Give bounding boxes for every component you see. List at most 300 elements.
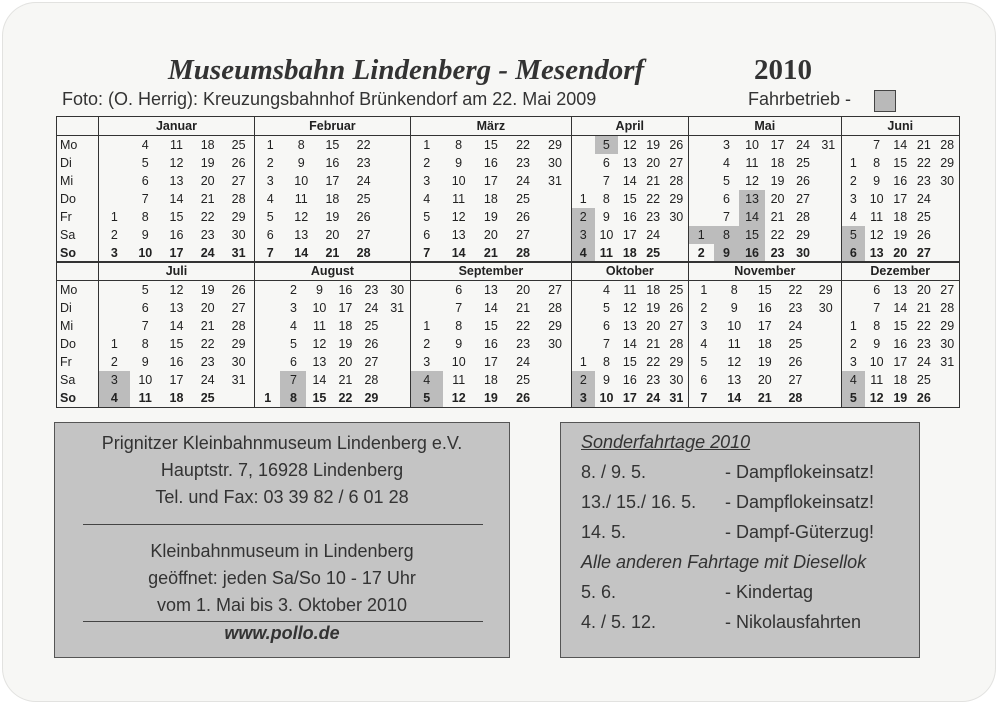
day-cell: 21 bbox=[646, 174, 661, 188]
special-date: 4. / 5. 12. bbox=[581, 612, 657, 632]
day-cell bbox=[99, 317, 130, 335]
day-cell: 8 bbox=[455, 319, 463, 333]
day-cell bbox=[571, 335, 594, 353]
day-cell: 10 bbox=[312, 301, 327, 315]
day-cell: 17 bbox=[893, 192, 908, 206]
day-cell: 21 bbox=[475, 244, 507, 263]
day-cell: 17 bbox=[893, 355, 908, 369]
day-cell: 10 bbox=[869, 355, 884, 369]
day-cell: 6 bbox=[410, 226, 442, 244]
day-cell: 20 bbox=[646, 319, 661, 333]
day-cell: 16 bbox=[483, 156, 498, 170]
day-cell: 19 bbox=[325, 210, 340, 224]
day-cell: 24 bbox=[796, 138, 810, 152]
day-cell: 28 bbox=[231, 192, 246, 206]
day-cell: 20 bbox=[516, 283, 531, 297]
day-cell: 11 bbox=[727, 337, 741, 351]
day-cell: 29 bbox=[548, 319, 562, 333]
day-cell: 31 bbox=[936, 353, 960, 371]
day-cell: 26 bbox=[231, 156, 246, 170]
day-cell: 19 bbox=[646, 138, 661, 152]
day-cell: 1 bbox=[254, 389, 280, 408]
special-desc: - Dampf-Güterzug! bbox=[725, 522, 875, 542]
day-cell bbox=[384, 389, 410, 408]
day-cell: 14 bbox=[169, 319, 184, 333]
day-cell: 5 bbox=[688, 353, 719, 371]
day-cell: 12 bbox=[865, 389, 889, 408]
day-cell: 18 bbox=[200, 138, 215, 152]
day-cell bbox=[688, 172, 714, 190]
day-cell bbox=[936, 190, 960, 208]
day-cell: 3 bbox=[410, 353, 442, 371]
weekday-label: So bbox=[57, 389, 99, 408]
day-cell: 3 bbox=[410, 172, 442, 190]
day-cell bbox=[571, 154, 594, 172]
museum-phone: Tel. und Fax: 03 39 82 / 6 01 28 bbox=[155, 487, 409, 507]
month-header: November bbox=[688, 262, 841, 281]
day-cell bbox=[811, 335, 842, 353]
day-cell: 24 bbox=[516, 174, 530, 188]
day-cell: 28 bbox=[231, 319, 246, 333]
day-cell bbox=[379, 190, 410, 208]
month-header: April bbox=[571, 117, 688, 136]
corner-cell bbox=[57, 117, 99, 136]
special-trips-box bbox=[560, 422, 920, 658]
day-cell: 17 bbox=[483, 355, 498, 369]
day-cell: 29 bbox=[358, 389, 384, 408]
museum-name: Prignitzer Kleinbahnmuseum Lindenberg e.V. bbox=[101, 433, 463, 453]
day-cell: 3 bbox=[289, 301, 297, 315]
day-cell: 28 bbox=[936, 136, 960, 155]
day-cell: 29 bbox=[818, 283, 833, 297]
day-cell bbox=[665, 244, 688, 263]
day-cell: 11 bbox=[312, 319, 326, 333]
day-cell: 25 bbox=[916, 210, 931, 224]
weekday-label: Fr bbox=[57, 208, 99, 226]
day-cell: 13 bbox=[169, 174, 184, 188]
day-cell: 10 bbox=[294, 174, 309, 188]
day-cell bbox=[841, 281, 865, 300]
day-cell: 21 bbox=[200, 319, 215, 333]
day-cell: 31 bbox=[548, 174, 562, 188]
special-desc: - Dampflokeinsatz! bbox=[725, 492, 875, 512]
day-cell: 22 bbox=[332, 389, 358, 408]
day-cell: 5 bbox=[841, 226, 865, 244]
day-cell: 19 bbox=[483, 210, 498, 224]
day-cell: 2 bbox=[289, 283, 297, 297]
day-cell: 16 bbox=[622, 373, 637, 387]
day-cell: 28 bbox=[669, 337, 684, 351]
day-cell: 5 bbox=[289, 337, 297, 351]
day-cell: 22 bbox=[200, 210, 215, 224]
day-cell bbox=[571, 299, 594, 317]
day-cell: 22 bbox=[788, 283, 803, 297]
day-cell: 22 bbox=[916, 156, 931, 170]
day-cell: 14 bbox=[169, 192, 184, 206]
day-cell: 13 bbox=[727, 373, 742, 387]
day-cell: 15 bbox=[893, 319, 908, 333]
day-cell bbox=[688, 154, 714, 172]
day-cell: 23 bbox=[646, 210, 661, 224]
day-cell: 11 bbox=[870, 210, 884, 224]
day-cell: 15 bbox=[893, 156, 908, 170]
day-cell: 17 bbox=[622, 228, 637, 242]
weekday-label: Mo bbox=[57, 136, 99, 155]
day-cell: 4 bbox=[841, 208, 865, 226]
day-cell: 19 bbox=[475, 389, 507, 408]
day-cell: 16 bbox=[169, 355, 184, 369]
day-cell: 19 bbox=[200, 283, 215, 297]
calendar-second-half bbox=[56, 261, 960, 408]
day-cell bbox=[384, 353, 410, 371]
day-cell: 13 bbox=[294, 228, 309, 242]
day-cell: 18 bbox=[646, 283, 661, 297]
day-cell: 1 bbox=[99, 208, 130, 226]
day-cell: 12 bbox=[169, 156, 184, 170]
day-cell: 16 bbox=[893, 174, 908, 188]
day-cell: 8 bbox=[297, 138, 305, 152]
day-cell: 27 bbox=[796, 192, 810, 206]
day-cell: 10 bbox=[130, 244, 161, 263]
day-cell: 18 bbox=[618, 244, 641, 263]
day-cell: 13 bbox=[865, 244, 889, 263]
day-cell bbox=[254, 335, 280, 353]
day-cell: 11 bbox=[130, 389, 161, 408]
day-cell: 18 bbox=[757, 337, 772, 351]
day-cell bbox=[254, 281, 280, 300]
day-cell: 9 bbox=[873, 174, 881, 188]
day-cell: 15 bbox=[306, 389, 332, 408]
day-cell: 10 bbox=[138, 373, 153, 387]
day-cell: 4 bbox=[410, 190, 442, 208]
day-cell: 7 bbox=[280, 371, 306, 389]
day-cell: 7 bbox=[141, 319, 149, 333]
day-cell: 25 bbox=[192, 389, 223, 408]
day-cell: 2 bbox=[99, 353, 130, 371]
day-cell: 11 bbox=[452, 192, 466, 206]
month-header: Juli bbox=[99, 262, 255, 281]
day-cell: 4 bbox=[723, 156, 730, 170]
day-cell: 15 bbox=[622, 192, 637, 206]
special-date: 5. 6. bbox=[581, 582, 617, 602]
day-cell: 20 bbox=[483, 228, 498, 242]
day-cell: 2 bbox=[571, 371, 594, 389]
day-cell: 19 bbox=[770, 174, 785, 188]
day-cell bbox=[816, 208, 842, 226]
day-cell: 10 bbox=[745, 138, 759, 152]
day-cell: 1 bbox=[410, 136, 442, 155]
day-cell bbox=[223, 389, 254, 408]
day-cell: 11 bbox=[623, 283, 637, 297]
day-cell bbox=[384, 317, 410, 335]
day-cell: 11 bbox=[452, 373, 466, 387]
day-cell: 4 bbox=[571, 244, 594, 263]
day-cell: 12 bbox=[745, 174, 759, 188]
day-cell: 23 bbox=[788, 301, 803, 315]
day-cell bbox=[379, 244, 410, 263]
month-header: Oktober bbox=[571, 262, 688, 281]
day-cell: 3 bbox=[571, 389, 594, 408]
day-cell: 11 bbox=[595, 244, 618, 263]
day-cell bbox=[936, 389, 960, 408]
day-cell: 24 bbox=[646, 228, 661, 242]
day-cell: 26 bbox=[788, 355, 803, 369]
weekday-label: Mi bbox=[57, 172, 99, 190]
day-cell: 22 bbox=[916, 319, 931, 333]
day-cell: 25 bbox=[356, 192, 371, 206]
day-cell bbox=[99, 299, 130, 317]
day-cell: 25 bbox=[669, 283, 684, 297]
day-cell bbox=[254, 317, 280, 335]
day-cell: 9 bbox=[455, 337, 463, 351]
day-cell bbox=[539, 371, 571, 389]
day-cell: 27 bbox=[669, 156, 684, 170]
day-cell: 25 bbox=[231, 138, 246, 152]
weekday-label: Di bbox=[57, 299, 99, 317]
day-cell: 9 bbox=[455, 156, 463, 170]
day-cell: 12 bbox=[312, 337, 327, 351]
day-cell: 3 bbox=[723, 138, 730, 152]
day-cell: 5 bbox=[723, 174, 730, 188]
day-cell: 25 bbox=[364, 319, 379, 333]
day-cell: 13 bbox=[312, 355, 327, 369]
day-cell: 26 bbox=[796, 174, 810, 188]
day-cell: 12 bbox=[294, 210, 309, 224]
day-cell: 28 bbox=[669, 174, 684, 188]
special-desc: - Dampflokeinsatz! bbox=[725, 462, 875, 482]
day-cell: 25 bbox=[641, 244, 664, 263]
day-cell: 26 bbox=[916, 228, 931, 242]
day-cell: 21 bbox=[916, 301, 931, 315]
day-cell: 25 bbox=[516, 192, 530, 206]
day-cell: 27 bbox=[912, 244, 936, 263]
photo-caption: Foto: (O. Herrig): Kreuzungsbahnhof Brünkendorf am 22. Mai 2009 bbox=[62, 89, 597, 109]
day-cell: 21 bbox=[916, 138, 931, 152]
day-cell: 20 bbox=[916, 283, 931, 297]
day-cell: 12 bbox=[622, 138, 637, 152]
day-cell: 2 bbox=[254, 154, 285, 172]
day-cell bbox=[539, 389, 571, 408]
day-cell bbox=[379, 226, 410, 244]
divider bbox=[83, 524, 483, 525]
special-trips-title: Sonderfahrtage 2010 bbox=[581, 432, 751, 452]
day-cell: 27 bbox=[788, 373, 803, 387]
day-cell: 6 bbox=[602, 156, 610, 170]
day-cell bbox=[571, 281, 594, 300]
website-link[interactable]: www.pollo.de bbox=[224, 623, 340, 643]
day-cell: 6 bbox=[141, 174, 149, 188]
day-cell: 7 bbox=[602, 174, 610, 188]
day-cell: 13 bbox=[739, 190, 765, 208]
day-cell: 4 bbox=[141, 138, 149, 152]
month-header: Juni bbox=[841, 117, 959, 136]
day-cell bbox=[254, 353, 280, 371]
special-desc: - Nikolausfahrten bbox=[725, 612, 862, 632]
day-cell: 30 bbox=[790, 244, 816, 263]
day-cell: 14 bbox=[719, 389, 750, 408]
day-cell: 3 bbox=[841, 190, 865, 208]
day-cell: 12 bbox=[622, 301, 637, 315]
month-header: September bbox=[410, 262, 571, 281]
day-cell: 20 bbox=[757, 373, 772, 387]
day-cell: 22 bbox=[646, 355, 661, 369]
day-cell bbox=[816, 244, 842, 263]
day-cell: 27 bbox=[356, 228, 371, 242]
day-cell: 12 bbox=[869, 228, 884, 242]
day-cell: 14 bbox=[893, 138, 908, 152]
day-cell: 3 bbox=[841, 353, 865, 371]
day-cell: 18 bbox=[893, 210, 908, 224]
month-header: Januar bbox=[99, 117, 255, 136]
day-cell: 15 bbox=[169, 210, 184, 224]
day-cell: 24 bbox=[916, 355, 931, 369]
day-cell: 5 bbox=[141, 283, 149, 297]
day-cell bbox=[816, 154, 842, 172]
day-cell: 7 bbox=[873, 301, 881, 315]
day-cell: 27 bbox=[231, 301, 246, 315]
day-cell: 9 bbox=[602, 210, 610, 224]
day-cell: 31 bbox=[821, 138, 836, 152]
day-cell: 13 bbox=[483, 283, 498, 297]
day-cell: 18 bbox=[483, 373, 498, 387]
day-cell: 24 bbox=[200, 373, 215, 387]
day-cell: 21 bbox=[516, 301, 531, 315]
day-cell bbox=[539, 208, 571, 226]
day-cell: 3 bbox=[571, 226, 594, 244]
weekday-label: Sa bbox=[57, 371, 99, 389]
year-label: 2010 bbox=[754, 54, 812, 86]
day-cell: 25 bbox=[516, 373, 531, 387]
day-cell: 22 bbox=[356, 138, 371, 152]
day-cell: 31 bbox=[223, 244, 254, 263]
day-cell: 27 bbox=[936, 281, 960, 300]
day-cell: 21 bbox=[646, 337, 661, 351]
month-header: März bbox=[410, 117, 571, 136]
day-cell: 12 bbox=[169, 283, 184, 297]
day-cell: 2 bbox=[410, 335, 442, 353]
day-cell: 6 bbox=[141, 301, 149, 315]
day-cell: 1 bbox=[254, 136, 285, 155]
day-cell: 13 bbox=[169, 301, 184, 315]
day-cell: 14 bbox=[622, 174, 637, 188]
day-cell: 21 bbox=[750, 389, 781, 408]
day-cell: 13 bbox=[893, 283, 908, 297]
day-cell: 9 bbox=[297, 156, 305, 170]
day-cell: 11 bbox=[745, 156, 759, 170]
day-cell: 26 bbox=[912, 389, 936, 408]
day-cell bbox=[539, 190, 571, 208]
day-cell: 20 bbox=[200, 174, 215, 188]
day-cell bbox=[811, 371, 842, 389]
day-cell: 17 bbox=[757, 319, 772, 333]
day-cell: 5 bbox=[595, 136, 618, 155]
day-cell: 10 bbox=[599, 228, 614, 242]
day-cell: 20 bbox=[200, 301, 215, 315]
day-cell: 8 bbox=[141, 210, 149, 224]
day-cell: 7 bbox=[141, 192, 149, 206]
day-cell bbox=[811, 353, 842, 371]
month-header: Dezember bbox=[841, 262, 959, 281]
day-cell: 11 bbox=[294, 192, 308, 206]
day-cell: 17 bbox=[169, 373, 184, 387]
day-cell: 18 bbox=[338, 319, 353, 333]
day-cell: 27 bbox=[231, 174, 246, 188]
day-cell: 30 bbox=[818, 301, 833, 315]
day-cell bbox=[936, 208, 960, 226]
day-cell: 14 bbox=[893, 301, 908, 315]
day-cell: 19 bbox=[200, 156, 215, 170]
day-cell: 2 bbox=[688, 299, 719, 317]
day-cell: 5 bbox=[141, 156, 149, 170]
day-cell: 15 bbox=[483, 138, 498, 152]
day-cell: 17 bbox=[770, 138, 785, 152]
day-cell bbox=[816, 190, 842, 208]
day-cell: 6 bbox=[723, 192, 730, 206]
day-cell: 9 bbox=[315, 283, 323, 297]
day-cell: 15 bbox=[325, 138, 340, 152]
day-cell: 28 bbox=[936, 299, 960, 317]
day-cell: 16 bbox=[338, 283, 353, 297]
day-cell: 19 bbox=[757, 355, 772, 369]
day-cell bbox=[384, 371, 410, 389]
day-cell: 14 bbox=[286, 244, 317, 263]
weekday-label: So bbox=[57, 244, 99, 263]
day-cell: 6 bbox=[873, 283, 881, 297]
day-cell: 7 bbox=[410, 244, 442, 263]
day-cell: 26 bbox=[364, 337, 379, 351]
day-cell: 8 bbox=[602, 192, 610, 206]
day-cell: 15 bbox=[739, 226, 765, 244]
day-cell: 8 bbox=[280, 389, 306, 408]
day-cell: 2 bbox=[571, 208, 594, 226]
day-cell: 10 bbox=[869, 192, 884, 206]
day-cell: 20 bbox=[770, 192, 785, 206]
museum-info-box bbox=[54, 422, 510, 658]
day-cell: 2 bbox=[841, 335, 865, 353]
day-cell: 14 bbox=[483, 301, 498, 315]
day-cell bbox=[816, 172, 842, 190]
day-cell: 9 bbox=[602, 373, 610, 387]
opening-line-1: Kleinbahnmuseum in Lindenberg bbox=[150, 541, 414, 561]
weekday-label: Di bbox=[57, 154, 99, 172]
day-cell: 7 bbox=[723, 210, 730, 224]
calendar-card bbox=[2, 2, 996, 702]
calendar-first-half bbox=[56, 116, 960, 263]
special-date: 8. / 9. 5. bbox=[581, 462, 647, 482]
day-cell bbox=[811, 317, 842, 335]
day-cell: 6 bbox=[688, 371, 719, 389]
day-cell bbox=[811, 389, 842, 408]
weekday-label: Mo bbox=[57, 281, 99, 300]
day-cell bbox=[688, 208, 714, 226]
day-cell: 14 bbox=[622, 337, 637, 351]
day-cell bbox=[688, 190, 714, 208]
day-cell bbox=[254, 299, 280, 317]
day-cell: 5 bbox=[602, 301, 610, 315]
day-cell: 29 bbox=[936, 317, 960, 335]
day-cell: 23 bbox=[364, 283, 379, 297]
day-cell: 3 bbox=[688, 317, 719, 335]
day-cell: 18 bbox=[893, 373, 908, 387]
day-cell bbox=[99, 154, 130, 172]
day-cell: 1 bbox=[99, 335, 130, 353]
day-cell: 1 bbox=[571, 353, 594, 371]
day-cell: 13 bbox=[622, 156, 637, 170]
day-cell: 25 bbox=[916, 373, 931, 387]
day-cell: 29 bbox=[231, 210, 246, 224]
day-cell bbox=[99, 281, 130, 300]
day-cell: 23 bbox=[516, 337, 531, 351]
